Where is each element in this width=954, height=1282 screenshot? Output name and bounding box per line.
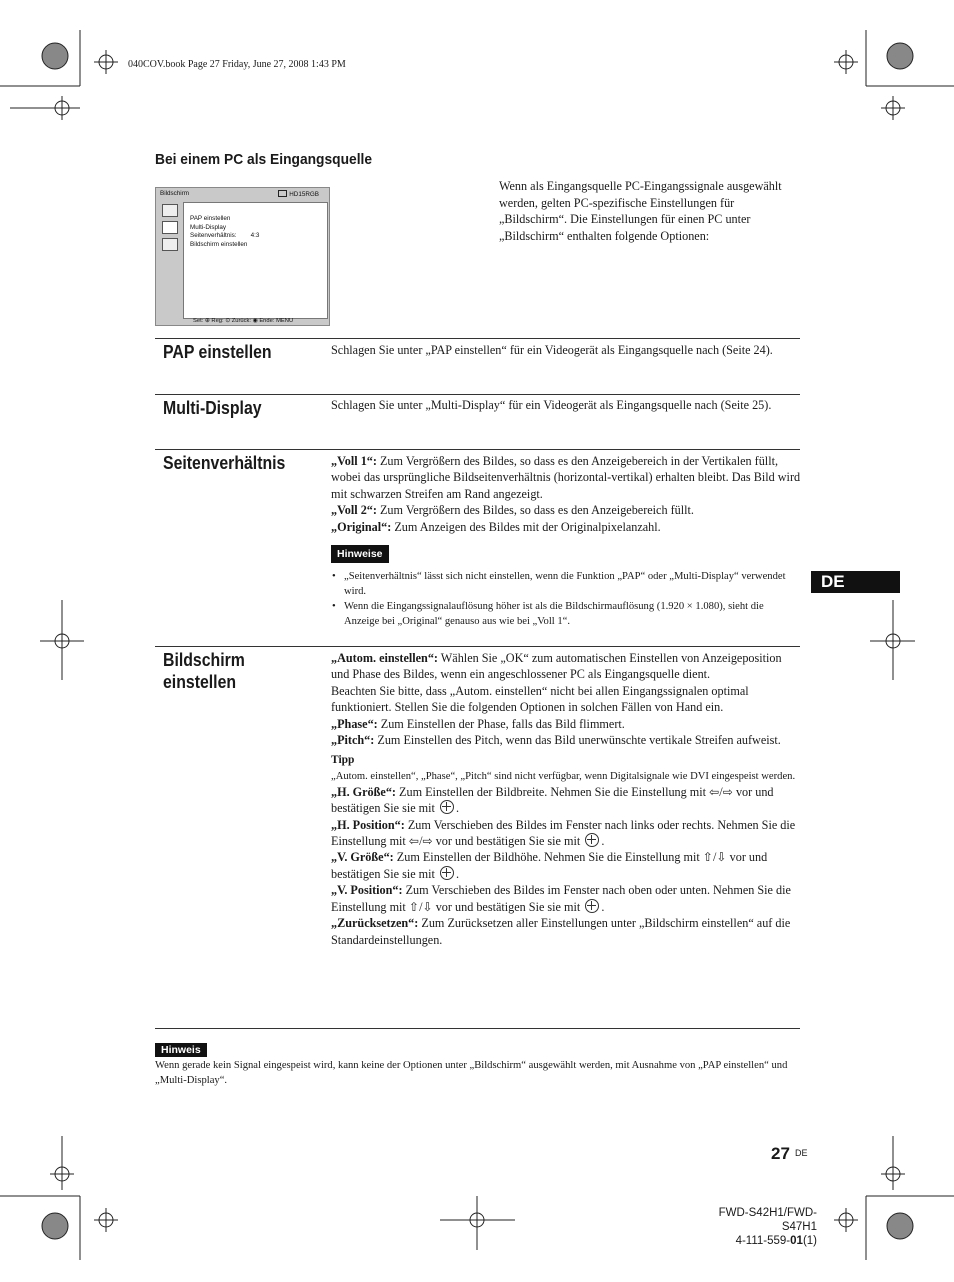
screen-menu-item: Bildschirm einstellen: [190, 240, 248, 248]
settings-icon: [162, 238, 178, 251]
row-title-seitenverhaeltnis: Seitenverhältnis: [163, 453, 286, 473]
model-info: [700, 1206, 817, 1248]
divider: [155, 646, 800, 647]
language-tab: DE: [811, 571, 900, 593]
option-paragraph: „Autom. einstellen“: Wählen Sie „OK“ zum automatischen Einstellen von Anzeigeposition und Phase des Bildes, wenn ein angeschlossener PC als Eingangsquelle dient.: [331, 651, 782, 682]
note-item: • Wenn die Eingangssignalauflösung höher ist als die Bildschirmauflösung (1.920 × 1.080), sieht die Anzeige bei „Original“ genauso aus wie bei „Voll 1“.: [331, 599, 801, 629]
divider: [155, 338, 800, 339]
screen-menu-image: [155, 187, 330, 326]
screen-aspect-value: 4:3: [250, 232, 260, 239]
page-language: DE: [795, 1148, 808, 1158]
screen-icon: [162, 221, 178, 234]
row-title-bildschirm-einstellen: Bildschirm einstellen: [163, 650, 245, 692]
option-paragraph: „Original“: Zum Anzeigen des Bildes mit der Originalpixelanzahl.: [331, 519, 661, 534]
divider: [155, 394, 800, 395]
option-paragraph: „Phase“: Zum Einstellen der Phase, falls das Bild flimmert.: [331, 716, 625, 731]
note-item: • „Seitenverhältnis“ lässt sich nicht einstellen, wenn die Funktion „PAP“ oder „Multi-Display“ verwendet wird.: [331, 569, 801, 599]
option-paragraph: „Pitch“: Zum Einstellen des Pitch, wenn das Bild unerwünschte vertikale Streifen aufweist.: [331, 733, 781, 748]
option-paragraph: Beachten Sie bitte, dass „Autom. einstellen“ nicht bei allen Eingangssignalen optimal funktioniert. Stellen Sie die folgenden Optionen in solchen Fällen von Hand ein.: [331, 683, 749, 715]
hinweis-badge: Hinweis: [155, 1043, 207, 1057]
row-body-bildschirm-einstellen: [331, 650, 801, 948]
enter-icon: [440, 866, 454, 880]
notes-list: [331, 569, 801, 629]
divider: [155, 1028, 800, 1029]
divider: [155, 449, 800, 450]
enter-icon: [585, 899, 599, 913]
screen-menu-item: PAP einstellen: [190, 215, 231, 222]
option-paragraph: „Voll 2“: Zum Vergrößern des Bildes, so dass es den Anzeigebereich füllt.: [331, 503, 694, 518]
option-paragraph: „Zurücksetzen“: Zum Zurücksetzen aller Einstellungen unter „Bildschirm einstellen“ auf die Standardeinstellungen.: [331, 916, 791, 947]
notes-badge: Hinweise: [331, 545, 389, 563]
picture-icon: [162, 204, 178, 217]
book-page-note: 040COV.book Page 27 Friday, June 27, 2008 1:43 PM: [128, 59, 346, 70]
screen-source-label: HD15RGB: [289, 191, 319, 198]
page-number: 27: [771, 1144, 790, 1163]
option-paragraph: „V. Größe“: Zum Einstellen der Bildhöhe. Nehmen Sie die Einstellung mit ⇧/⇩ vor und bestätigen Sie sie mit .: [331, 850, 768, 881]
option-paragraph: „Voll 1“: Zum Vergrößern des Bildes, so dass es den Anzeigebereich in der Vertikalen füllt, wobei das ursprüngliche Bildseitenverhältnis (horizontal-vertikal) erhalten bleibt. Das Bild wird mit schwarzen Streifen am Rand angezeigt.: [331, 454, 801, 501]
enter-icon: [585, 833, 599, 847]
row-text-multi-display: Schlagen Sie unter „Multi-Display“ für ein Videogerät als Eingangsquelle nach (Seite 25).: [331, 398, 772, 412]
row-body-seitenverhaeltnis: [331, 453, 801, 629]
screen-source: [278, 190, 319, 198]
option-paragraph: „V. Position“: Zum Verschieben des Bildes im Fenster nach oben oder unten. Nehmen Sie die Einstellung mit ⇧/⇩ vor und bestätigen Sie sie mit .: [331, 883, 791, 914]
hinweis-text: Wenn gerade kein Signal eingespeist wird, kann keine der Optionen unter „Bildschirm“ ausgewählt werden, mit Ausnahme von „PAP einstellen“ und „Multi-Display“.: [155, 1060, 788, 1086]
row-title-multi-display: Multi-Display: [163, 398, 262, 418]
tip-text: „Autom. einstellen“, „Phase“, „Pitch“ sind nicht verfügbar, wenn Digitalsignale wie DVI eingespeist werden.: [331, 770, 796, 782]
section-heading: Bei einem PC als Eingangsquelle: [155, 151, 373, 168]
row-title-pap: PAP einstellen: [163, 342, 272, 362]
input-icon: [278, 190, 287, 197]
row-text-pap: Schlagen Sie unter „PAP einstellen“ für ein Videogerät als Eingangsquelle nach (Seite 24).: [331, 343, 773, 357]
screen-menu-item: Multi-Display: [190, 223, 227, 231]
intro-text: Wenn als Eingangsquelle PC-Eingangssignale ausgewählt werden, gelten PC-spezifische Einstellungen für „Bildschirm“. Die Einstellungen für einen PC unter „Bildschirm“ enthalten folgende Optionen:: [499, 179, 782, 243]
screen-menu-item: Seitenverhältnis: 4:3: [190, 232, 260, 239]
screen-footer: Set: ⊕ Reg: ⊙ Zurück: ◉ Ende: MENU: [193, 318, 294, 324]
screen-title: Bildschirm: [160, 190, 190, 197]
part-code: 4-111-559-01(1): [735, 1235, 817, 1247]
model-name: FWD-S42H1/FWD-S47H1: [718, 1207, 817, 1233]
enter-icon: [440, 800, 454, 814]
option-paragraph: „H. Position“: Zum Verschieben des Bildes im Fenster nach links oder rechts. Nehmen Sie die Einstellung mit ⇦/⇨ vor und bestätigen Sie sie mit .: [331, 817, 796, 849]
option-paragraph: „H. Größe“: Zum Einstellen der Bildbreite. Nehmen Sie die Einstellung mit ⇦/⇨ vor und bestätigen Sie sie mit .: [331, 784, 774, 816]
hinweis-block: [155, 1040, 207, 1058]
screen-menu-panel: [183, 202, 328, 319]
tip-label: Tipp: [331, 754, 355, 767]
